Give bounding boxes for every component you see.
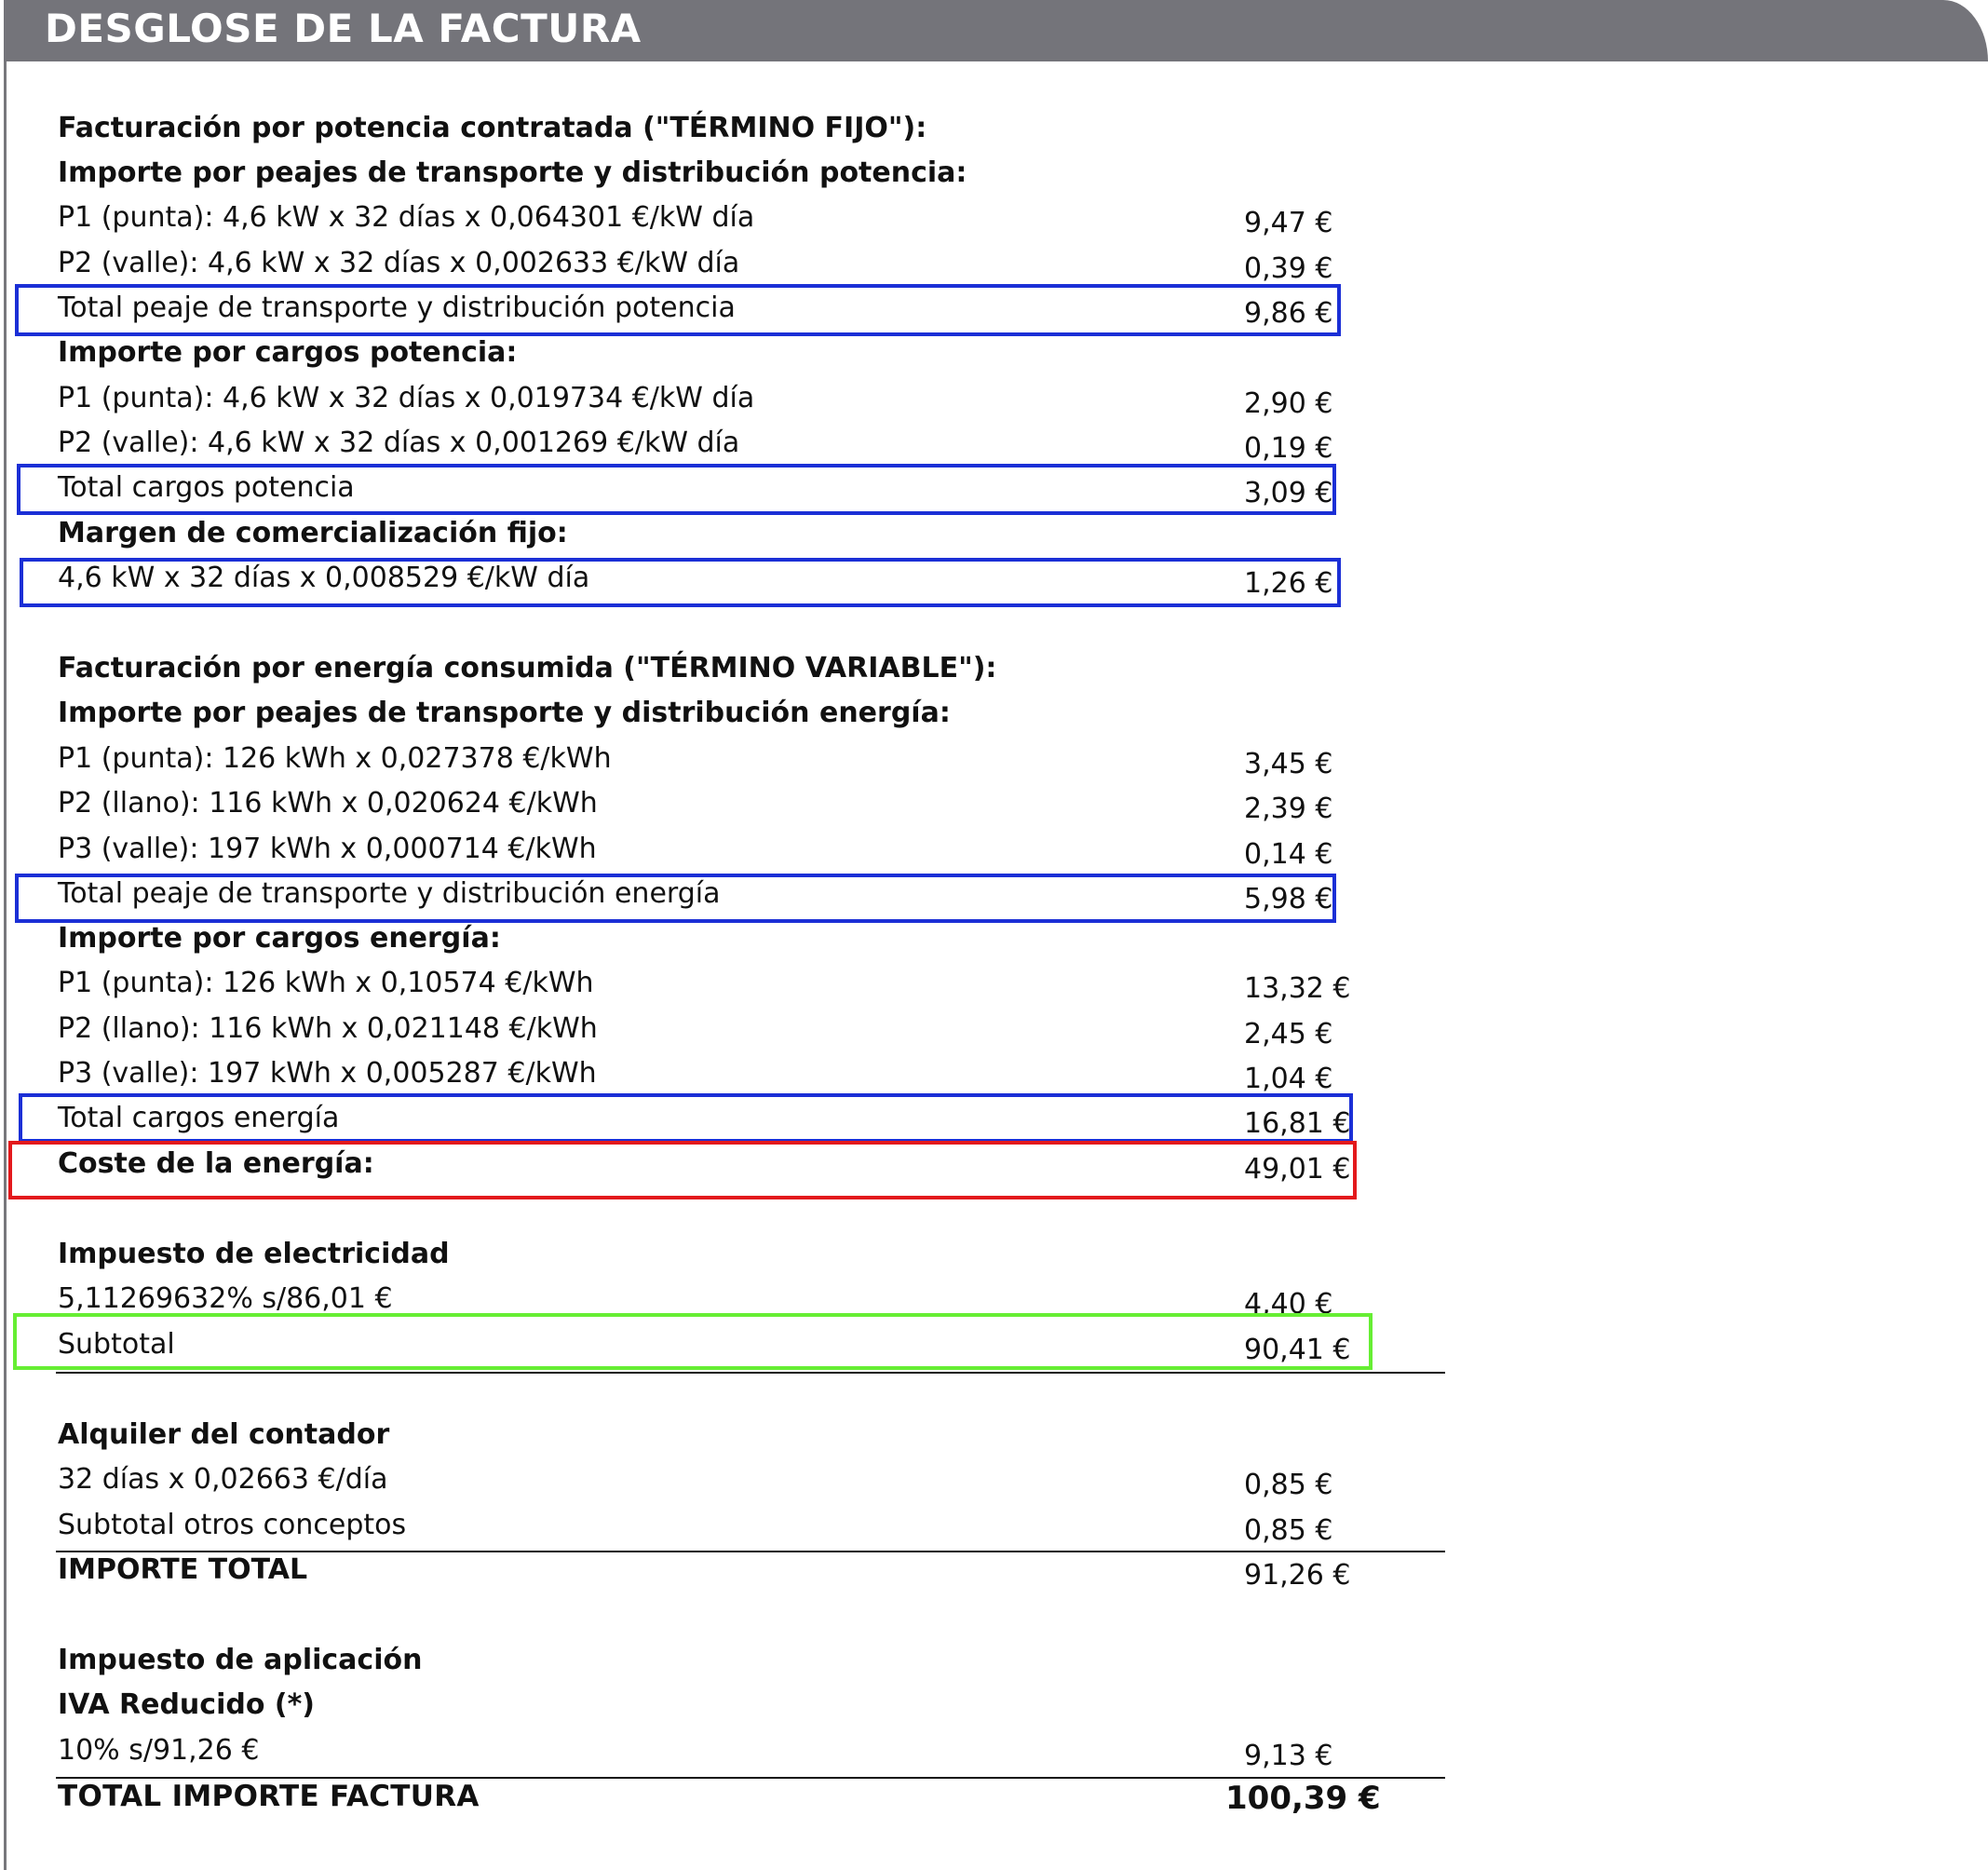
line-item: P1 (punta): 126 kWh x 0,027378 €/kWh 3,45 € bbox=[58, 742, 1333, 780]
line-item: P1 (punta): 4,6 kW x 32 días x 0,064301 €/kW día 9,47 € bbox=[58, 201, 1333, 239]
fixed-margin-heading: Margen de comercialización fijo: bbox=[58, 517, 568, 549]
variable-term-heading: Facturación por energía consumida ("TÉRMINO VARIABLE"): bbox=[58, 652, 997, 684]
line-item: P2 (valle): 4,6 kW x 32 días x 0,001269 €/kW día 0,19 € bbox=[58, 427, 1333, 465]
line-item: P1 (punta): 126 kWh x 0,10574 €/kWh 13,32 € bbox=[58, 967, 1351, 1005]
power-tolls-heading: Importe por peajes de transporte y distribución potencia: bbox=[58, 156, 967, 189]
highlight-box-blue bbox=[20, 558, 1341, 607]
meter-rental-item: 32 días x 0,02663 €/día 0,85 € bbox=[58, 1463, 1333, 1501]
line-item: P2 (valle): 4,6 kW x 32 días x 0,002633 €/kW día 0,39 € bbox=[58, 247, 1333, 285]
vat-item: 10% s/91,26 € 9,13 € bbox=[58, 1734, 1333, 1772]
line-item: P2 (llano): 116 kWh x 0,021148 €/kWh 2,45 € bbox=[58, 1012, 1333, 1050]
line-item: P3 (valle): 197 kWh x 0,005287 €/kWh 1,04 € bbox=[58, 1057, 1333, 1095]
subtotal-energy-charges: Total cargos energía 16,81 € bbox=[58, 1102, 1351, 1140]
subtotal-power-charges: Total cargos potencia 3,09 € bbox=[58, 471, 1333, 509]
importe-total: IMPORTE TOTAL 91,26 € bbox=[58, 1553, 1351, 1592]
reduced-vat-heading: IVA Reducido (*) bbox=[58, 1688, 315, 1721]
subtotal-energy-tolls: Total peaje de transporte y distribución energía 5,98 € bbox=[58, 877, 1333, 915]
section-title: DESGLOSE DE LA FACTURA bbox=[45, 6, 642, 51]
section-header-bar bbox=[4, 0, 1988, 61]
highlight-box-red bbox=[8, 1141, 1357, 1199]
power-charges-heading: Importe por cargos potencia: bbox=[58, 336, 518, 369]
subtotal-power-tolls: Total peaje de transporte y distribución potencia 9,86 € bbox=[58, 291, 1333, 330]
highlight-box-blue bbox=[15, 284, 1341, 336]
applied-tax-heading: Impuesto de aplicación bbox=[58, 1644, 423, 1676]
highlight-box-blue bbox=[17, 464, 1336, 515]
fixed-margin-item: 4,6 kW x 32 días x 0,008529 €/kW día 1,26 € bbox=[58, 562, 1333, 600]
line-item: P3 (valle): 197 kWh x 0,000714 €/kWh 0,14 € bbox=[58, 833, 1333, 871]
left-border-line bbox=[4, 0, 7, 1870]
highlight-box-blue bbox=[15, 874, 1336, 923]
subtotal-rule bbox=[56, 1372, 1445, 1374]
line-item: P2 (llano): 116 kWh x 0,020624 €/kWh 2,39 € bbox=[58, 787, 1333, 825]
electricity-tax-heading: Impuesto de electricidad bbox=[58, 1238, 450, 1270]
other-concepts-subtotal: Subtotal otros conceptos 0,85 € bbox=[58, 1509, 1333, 1547]
highlight-box-green bbox=[13, 1313, 1373, 1370]
invoice-grand-total: TOTAL IMPORTE FACTURA 100,39 € bbox=[58, 1780, 1381, 1817]
energy-tolls-heading: Importe por peajes de transporte y distribución energía: bbox=[58, 697, 951, 729]
highlight-box-blue bbox=[19, 1093, 1353, 1143]
electricity-tax-item: 5,11269632% s/86,01 € 4,40 € bbox=[58, 1282, 1333, 1321]
line-item: P1 (punta): 4,6 kW x 32 días x 0,019734 €/kW día 2,90 € bbox=[58, 382, 1333, 420]
energy-charges-heading: Importe por cargos energía: bbox=[58, 922, 501, 955]
subtotal-line: Subtotal 90,41 € bbox=[58, 1328, 1351, 1366]
meter-rental-heading: Alquiler del contador bbox=[58, 1418, 390, 1451]
fixed-term-heading: Facturación por potencia contratada ("TÉRMINO FIJO"): bbox=[58, 112, 927, 144]
energy-cost-total: Coste de la energía: 49,01 € bbox=[58, 1147, 1351, 1186]
